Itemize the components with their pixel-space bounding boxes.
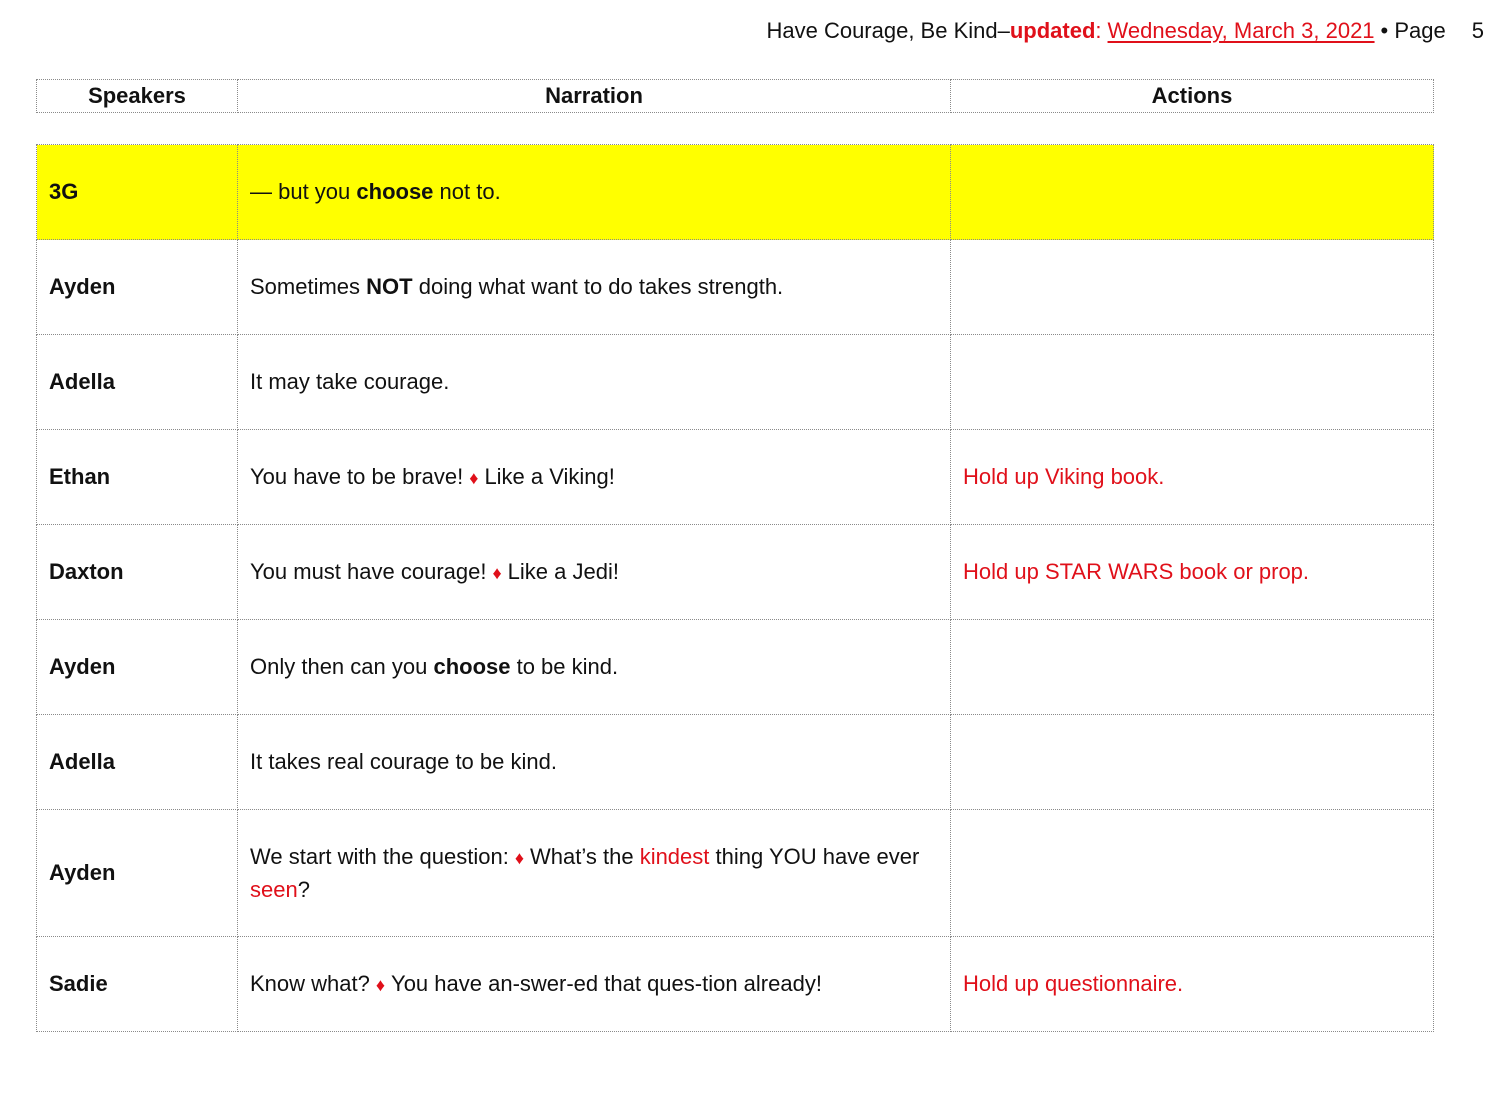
speaker-cell: Ayden	[37, 810, 238, 937]
action-cell: Hold up STAR WARS book or prop.	[951, 525, 1434, 620]
diamond-icon: ♦	[514, 847, 525, 868]
column-header-row	[37, 80, 1434, 113]
diamond-icon: ♦	[492, 562, 502, 583]
narration-cell: We start with the question: ♦ What’s the kindest thing YOU have ever seen?	[238, 810, 951, 937]
action-cell: Hold up questionnaire.	[951, 937, 1434, 1032]
action-cell	[951, 145, 1434, 240]
action-cell	[951, 810, 1434, 937]
table-row	[37, 525, 1434, 620]
page-label: • Page	[1380, 18, 1446, 43]
updated-date: Wednesday, March 3, 2021	[1107, 18, 1375, 43]
speaker-cell: Daxton	[37, 525, 238, 620]
script-table	[36, 144, 1434, 1032]
table-row	[37, 430, 1434, 525]
speaker-cell: 3G	[37, 145, 238, 240]
speaker-cell: Adella	[37, 715, 238, 810]
speaker-cell: Sadie	[37, 937, 238, 1032]
action-cell	[951, 620, 1434, 715]
actions-column-header: Actions	[951, 80, 1434, 113]
action-cell	[951, 240, 1434, 335]
action-cell: Hold up Viking book.	[951, 430, 1434, 525]
speakers-column-header: Speakers	[37, 80, 238, 113]
page-number: 5	[1471, 18, 1484, 43]
narration-cell: Sometimes NOT doing what want to do takes strength.	[238, 240, 951, 335]
narration-cell: You must have courage! ♦ Like a Jedi!	[238, 525, 951, 620]
table-row	[37, 937, 1434, 1032]
table-row	[37, 715, 1434, 810]
updated-label: updated	[1009, 18, 1096, 43]
action-cell	[951, 715, 1434, 810]
table-row	[37, 810, 1434, 937]
narration-cell: You have to be brave! ♦ Like a Viking!	[238, 430, 951, 525]
speaker-cell: Adella	[37, 335, 238, 430]
column-header-table	[36, 79, 1434, 113]
diamond-icon: ♦	[375, 974, 386, 995]
narration-cell: — but you choose not to.	[238, 145, 951, 240]
diamond-icon: ♦	[469, 467, 479, 488]
table-row	[37, 335, 1434, 430]
narration-cell: Only then can you choose to be kind.	[238, 620, 951, 715]
speaker-cell: Ayden	[37, 620, 238, 715]
updated-colon: :	[1095, 18, 1102, 43]
table-row	[37, 240, 1434, 335]
narration-cell: It may take courage.	[238, 335, 951, 430]
speaker-cell: Ethan	[37, 430, 238, 525]
narration-column-header: Narration	[238, 80, 951, 113]
page-header	[766, 18, 1484, 44]
narration-cell: Know what? ♦ You have an-swer-ed that ques-tion already!	[238, 937, 951, 1032]
table-row	[37, 620, 1434, 715]
action-cell	[951, 335, 1434, 430]
document-title: Have Courage, Be Kind–	[766, 18, 1010, 43]
speaker-cell: Ayden	[37, 240, 238, 335]
table-row	[37, 145, 1434, 240]
narration-cell: It takes real courage to be kind.	[238, 715, 951, 810]
